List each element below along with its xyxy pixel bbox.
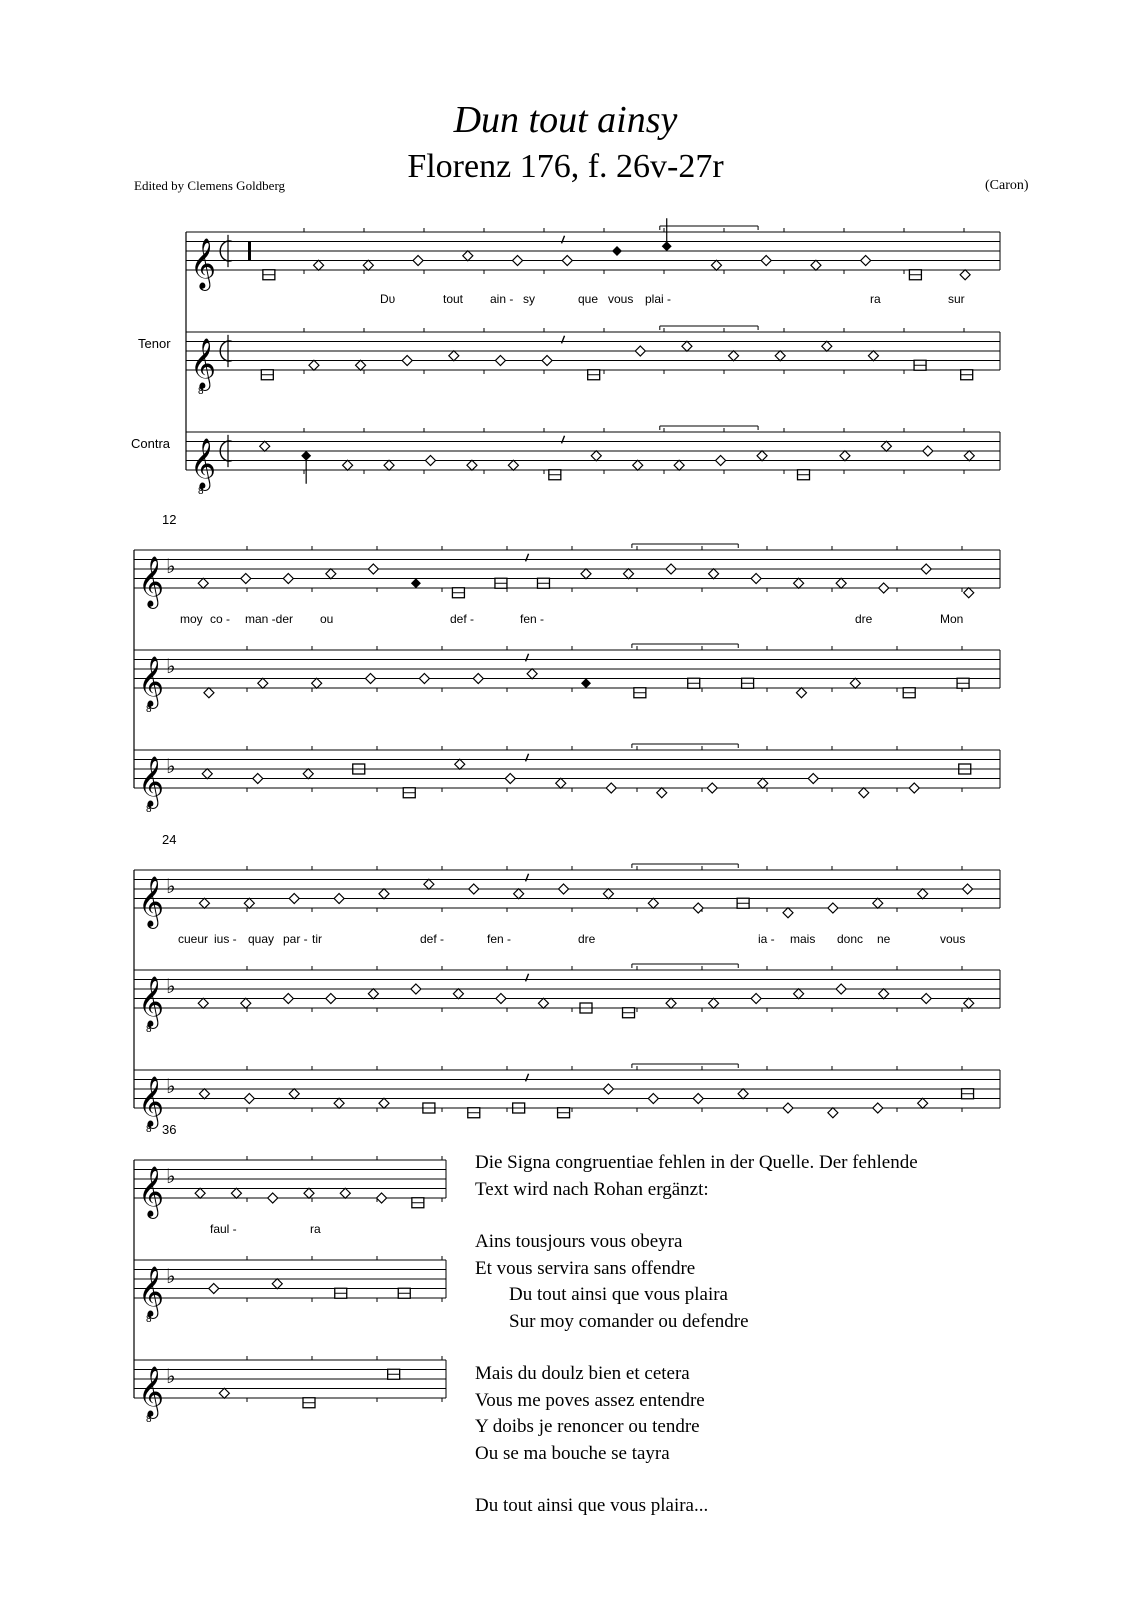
diamond-note: [514, 889, 524, 899]
octave-marker: 8: [146, 1024, 152, 1035]
diamond-note: [363, 260, 373, 270]
diamond-note: [368, 564, 378, 574]
voice-label-contra: Contra: [131, 436, 171, 451]
diamond-note: [356, 360, 366, 370]
lyric-syllable: dre: [855, 612, 873, 626]
diamond-note: [716, 456, 726, 466]
diamond-note: [513, 256, 523, 266]
diamond-note: [751, 994, 761, 1004]
diamond-note: [879, 989, 889, 999]
diamond-note: [556, 778, 566, 788]
lyric-syllable: plai -: [645, 292, 672, 306]
rest-icon: [526, 874, 529, 882]
flat-icon: ♭: [166, 1264, 176, 1288]
diamond-note: [463, 251, 473, 261]
editor-credit: Edited by Clemens Goldberg: [134, 178, 286, 193]
lyric-syllable: man -der: [245, 612, 294, 626]
diamond-note: [960, 270, 970, 280]
measure-number-36: 36: [162, 1122, 177, 1137]
editorial-commentary: [475, 1150, 1035, 1520]
lyric-syllable: ain -: [490, 292, 514, 306]
diamond-note: [527, 669, 537, 679]
diamond-note: [859, 788, 869, 798]
octave-marker: 8: [198, 486, 204, 497]
diamond-note: [241, 998, 251, 1008]
diamond-note: [796, 688, 806, 698]
treble-clef-icon: 𝄞: [138, 876, 165, 927]
treble-clef-icon: 𝄞: [190, 338, 217, 389]
lyric-syllable: par -: [283, 932, 308, 946]
octave-marker: 8: [146, 1314, 152, 1325]
diamond-note: [738, 1089, 748, 1099]
piece-title: Dun tout ainsy: [453, 99, 678, 141]
diamond-note: [861, 256, 871, 266]
diamond-note: [473, 674, 483, 684]
diamond-note: [562, 256, 572, 266]
diamond-note: [384, 460, 394, 470]
lyric-syllable: quay: [248, 932, 275, 946]
rest-icon: [562, 436, 565, 444]
diamond-note: [368, 989, 378, 999]
octave-marker: 8: [146, 804, 152, 815]
diamond-note: [326, 994, 336, 1004]
diamond-note: [873, 898, 883, 908]
diamond-note: [918, 1098, 928, 1108]
diamond-note: [467, 460, 477, 470]
treble-clef-icon: 𝄞: [138, 656, 165, 707]
diamond-note: [633, 460, 643, 470]
diamond-note: [312, 678, 322, 688]
diamond-note: [648, 898, 658, 908]
lyric-syllable: tir: [312, 932, 322, 946]
diamond-note: [253, 774, 263, 784]
diamond-note: [283, 994, 293, 1004]
diamond-note: [709, 998, 719, 1008]
diamond-note: [449, 351, 459, 361]
composer-attribution: (Caron): [985, 178, 1029, 193]
filled-note: [301, 451, 311, 461]
diamond-note: [202, 769, 212, 779]
treble-clef-icon: 𝄞: [190, 238, 217, 289]
diamond-note: [195, 1188, 205, 1198]
diamond-note: [828, 1108, 838, 1118]
diamond-note: [199, 1089, 209, 1099]
diamond-note: [495, 356, 505, 366]
stanza-line: Ains tousjours vous obeyra: [475, 1231, 683, 1252]
diamond-note: [666, 998, 676, 1008]
lyric-syllable: moy: [180, 612, 203, 626]
lyric-syllable: ou: [320, 612, 334, 626]
longa-stroke: [248, 242, 251, 261]
diamond-note: [424, 879, 434, 889]
filled-note: [662, 241, 672, 251]
flat-icon: ♭: [166, 754, 176, 778]
flat-icon: ♭: [166, 554, 176, 578]
diamond-note: [379, 1098, 389, 1108]
diamond-note: [303, 769, 313, 779]
lyric-syllable: sy: [523, 292, 535, 306]
lyric-syllable: fen -: [520, 612, 545, 626]
diamond-note: [758, 778, 768, 788]
diamond-note: [811, 260, 821, 270]
voice-label-tenor: Tenor: [138, 336, 171, 351]
diamond-note: [309, 360, 319, 370]
diamond-note: [204, 688, 214, 698]
lyric-syllable: ia -: [758, 932, 775, 946]
diamond-note: [199, 898, 209, 908]
treble-clef-icon: 𝄞: [138, 1366, 165, 1417]
lyric-syllable: ra: [870, 292, 881, 306]
diamond-note: [751, 574, 761, 584]
lyric-syllable: mais: [790, 932, 816, 946]
lyric-syllable: sur: [948, 292, 965, 306]
diamond-note: [289, 1089, 299, 1099]
diamond-note: [231, 1188, 241, 1198]
diamond-note: [538, 998, 548, 1008]
diamond-note: [411, 984, 421, 994]
diamond-note: [635, 346, 645, 356]
flat-icon: ♭: [166, 1364, 176, 1388]
diamond-note: [453, 989, 463, 999]
stanza-line: Vous me poves assez entendre: [475, 1389, 705, 1411]
diamond-note: [366, 674, 376, 684]
stanza-line: Ou se ma bouche se tayra: [475, 1442, 670, 1464]
diamond-note: [964, 451, 974, 461]
diamond-note: [334, 894, 344, 904]
diamond-note: [244, 898, 254, 908]
lyric-syllable: def -: [420, 932, 445, 946]
diamond-note: [304, 1188, 314, 1198]
filled-note: [411, 578, 421, 588]
diamond-note: [591, 451, 601, 461]
diamond-note: [209, 1284, 219, 1294]
diamond-note: [808, 774, 818, 784]
diamond-note: [921, 564, 931, 574]
diamond-note: [326, 569, 336, 579]
flat-icon: ♭: [166, 1164, 176, 1188]
diamond-note: [314, 260, 324, 270]
treble-clef-icon: 𝄞: [138, 756, 165, 807]
diamond-note: [923, 446, 933, 456]
diamond-note: [707, 783, 717, 793]
diamond-note: [542, 356, 552, 366]
flat-icon: ♭: [166, 974, 176, 998]
lyric-syllable: ius -: [214, 932, 237, 946]
diamond-note: [581, 569, 591, 579]
flat-icon: ♭: [166, 1074, 176, 1098]
lyric-syllable: ra: [310, 1222, 321, 1236]
diamond-note: [666, 564, 676, 574]
diamond-note: [657, 788, 667, 798]
diamond-note: [289, 894, 299, 904]
diamond-note: [879, 583, 889, 593]
diamond-note: [340, 1188, 350, 1198]
diamond-note: [873, 1103, 883, 1113]
octave-marker: 8: [198, 386, 204, 397]
diamond-note: [783, 1103, 793, 1113]
flat-icon: ♭: [166, 874, 176, 898]
lyric-syllable: Dυ: [380, 292, 396, 306]
lyric-syllable: donc: [837, 932, 864, 946]
diamond-note: [836, 984, 846, 994]
diamond-note: [379, 889, 389, 899]
diamond-note: [603, 1084, 613, 1094]
diamond-note: [850, 678, 860, 688]
diamond-note: [775, 351, 785, 361]
rest-icon: [562, 336, 565, 344]
refrain-line: Sur moy comander ou defendre: [509, 1310, 749, 1332]
treble-clef-icon: 𝄞: [138, 1166, 165, 1217]
treble-clef-icon: 𝄞: [138, 1076, 165, 1127]
refrain-line: Du tout ainsi que vous plaira: [509, 1284, 728, 1305]
diamond-note: [496, 994, 506, 1004]
diamond-note: [334, 1098, 344, 1108]
diamond-note: [709, 569, 719, 579]
diamond-note: [648, 1094, 658, 1104]
flat-icon: ♭: [166, 654, 176, 678]
diamond-note: [455, 759, 465, 769]
treble-clef-icon: 𝄞: [138, 556, 165, 607]
rest-icon: [526, 1074, 529, 1082]
octave-marker: 8: [146, 1414, 152, 1425]
diamond-note: [469, 884, 479, 894]
diamond-note: [783, 908, 793, 918]
diamond-note: [794, 989, 804, 999]
diamond-note: [822, 341, 832, 351]
diamond-note: [559, 884, 569, 894]
rest-icon: [526, 754, 529, 762]
diamond-note: [419, 674, 429, 684]
diamond-note: [963, 884, 973, 894]
stanza-line: Y doibs je renoncer ou tendre: [475, 1416, 700, 1437]
octave-marker: 8: [146, 704, 152, 715]
diamond-note: [260, 441, 270, 451]
lyric-syllable: def -: [450, 612, 475, 626]
stanza-line: Mais du doulz bien et cetera: [475, 1363, 690, 1384]
diamond-note: [413, 256, 423, 266]
diamond-note: [272, 1279, 282, 1289]
lyric-syllable: dre: [578, 932, 596, 946]
rest-icon: [526, 974, 529, 982]
diamond-note: [868, 351, 878, 361]
lyric-syllable: que: [578, 292, 599, 306]
diamond-note: [964, 998, 974, 1008]
measure-number-24: 24: [162, 832, 177, 847]
diamond-note: [761, 256, 771, 266]
diamond-note: [682, 341, 692, 351]
diamond-note: [505, 774, 515, 784]
diamond-note: [603, 889, 613, 899]
treble-clef-icon: 𝄞: [138, 976, 165, 1027]
diamond-note: [283, 574, 293, 584]
diamond-note: [840, 451, 850, 461]
lyric-syllable: tout: [443, 292, 464, 306]
diamond-note: [836, 578, 846, 588]
diamond-note: [343, 460, 353, 470]
diamond-note: [426, 456, 436, 466]
diamond-note: [921, 994, 931, 1004]
diamond-note: [918, 889, 928, 899]
closing-refrain: Du tout ainsi que vous plaira...: [475, 1495, 709, 1516]
diamond-note: [693, 1094, 703, 1104]
diamond-note: [198, 998, 208, 1008]
lyric-syllable: Mon: [940, 612, 964, 626]
diamond-note: [881, 441, 891, 451]
lyric-syllable: ne: [877, 932, 891, 946]
lyric-syllable: faul -: [210, 1222, 237, 1236]
diamond-note: [244, 1094, 254, 1104]
diamond-note: [258, 678, 268, 688]
diamond-note: [377, 1193, 387, 1203]
lyric-syllable: cueur: [178, 932, 209, 946]
diamond-note: [268, 1193, 278, 1203]
source-subtitle: Florenz 176, f. 26v-27r: [407, 148, 724, 185]
diamond-note: [198, 578, 208, 588]
lyric-syllable: vous: [608, 292, 634, 306]
filled-note: [581, 678, 591, 688]
diamond-note: [674, 460, 684, 470]
commentary-intro-line: Text wird nach Rohan ergänzt:: [475, 1178, 709, 1200]
measure-number-12: 12: [162, 512, 177, 527]
diamond-note: [909, 783, 919, 793]
rest-icon: [526, 654, 529, 662]
lyric-syllable: fen -: [487, 932, 512, 946]
filled-note: [612, 246, 622, 256]
diamond-note: [964, 588, 974, 598]
diamond-note: [606, 783, 616, 793]
octave-marker: 8: [146, 1124, 152, 1135]
rest-icon: [526, 554, 529, 562]
lyric-syllable: vous: [940, 932, 966, 946]
commentary-intro-line: Die Signa congruentiae fehlen in der Quelle. Der fehlende: [475, 1152, 918, 1173]
diamond-note: [828, 903, 838, 913]
diamond-note: [624, 569, 634, 579]
diamond-note: [729, 351, 739, 361]
stanza-line: Et vous servira sans offendre: [475, 1257, 696, 1279]
diamond-note: [757, 451, 767, 461]
diamond-note: [219, 1388, 229, 1398]
treble-clef-icon: 𝄞: [138, 1266, 165, 1317]
diamond-note: [241, 574, 251, 584]
lyric-syllable: co -: [210, 612, 231, 626]
diamond-note: [508, 460, 518, 470]
diamond-note: [402, 356, 412, 366]
treble-clef-icon: 𝄞: [190, 438, 217, 489]
diamond-note: [794, 578, 804, 588]
rest-icon: [562, 236, 565, 244]
diamond-note: [711, 260, 721, 270]
